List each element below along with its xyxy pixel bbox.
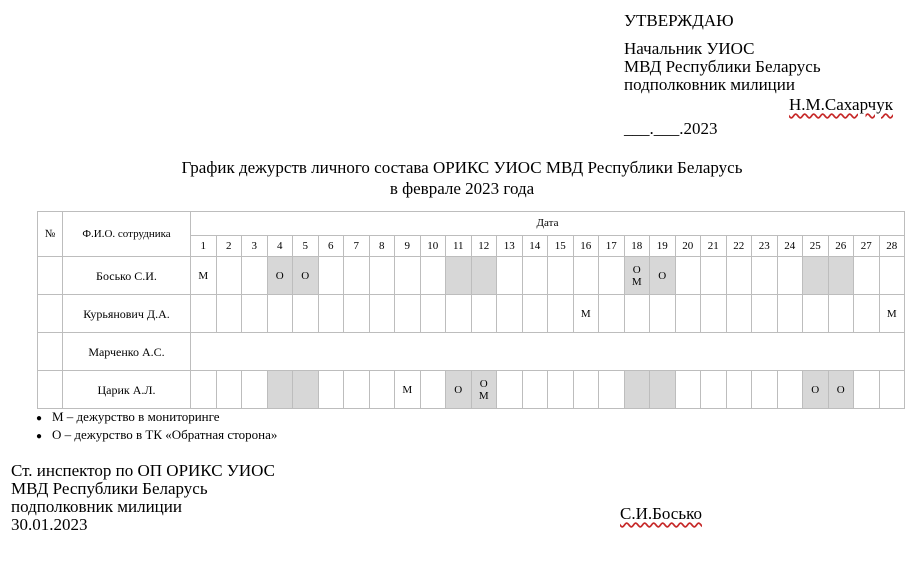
duty-cell <box>242 371 268 409</box>
bullet-icon: ● <box>36 413 43 424</box>
day-header: 14 <box>522 235 548 256</box>
footer-rank: подполковник милиции <box>11 497 182 516</box>
day-header: 9 <box>395 235 421 256</box>
duty-schedule-table <box>37 211 905 409</box>
day-header: 2 <box>216 235 242 256</box>
footer-block <box>11 462 275 534</box>
duty-cell <box>446 295 472 333</box>
duty-cell <box>216 371 242 409</box>
duty-cell <box>497 371 523 409</box>
duty-cell-merged <box>191 333 905 371</box>
day-header: 18 <box>624 235 650 256</box>
duty-cell <box>216 257 242 295</box>
row-number <box>38 295 63 333</box>
duty-cell <box>471 295 497 333</box>
duty-cell <box>726 295 752 333</box>
table-row <box>38 257 905 295</box>
duty-cell <box>242 295 268 333</box>
duty-cell <box>854 371 880 409</box>
duty-cell: М <box>573 295 599 333</box>
duty-cell <box>599 371 625 409</box>
employee-name: Курьянович Д.А. <box>63 295 191 333</box>
table-header-row <box>38 212 905 236</box>
day-header: 7 <box>344 235 370 256</box>
duty-cell <box>701 295 727 333</box>
duty-cell <box>599 295 625 333</box>
approval-rank: подполковник милиции <box>624 75 795 94</box>
duty-cell <box>573 257 599 295</box>
duty-cell <box>624 371 650 409</box>
duty-cell: О М <box>624 257 650 295</box>
approval-date-line: ___.___.2023 <box>624 119 718 138</box>
duty-cell <box>344 257 370 295</box>
day-header: 8 <box>369 235 395 256</box>
duty-cell <box>446 257 472 295</box>
duty-cell <box>879 371 905 409</box>
day-header: 28 <box>879 235 905 256</box>
duty-cell <box>548 371 574 409</box>
duty-cell <box>650 371 676 409</box>
duty-cell <box>675 371 701 409</box>
duty-cell <box>854 295 880 333</box>
duty-cell <box>395 295 421 333</box>
duty-cell <box>522 257 548 295</box>
employee-name: Царик А.Л. <box>63 371 191 409</box>
duty-cell <box>267 371 293 409</box>
day-header: 3 <box>242 235 268 256</box>
duty-cell <box>522 295 548 333</box>
duty-cell <box>497 257 523 295</box>
document-subtitle: в феврале 2023 года <box>389 179 535 198</box>
bullet-icon: ● <box>36 431 43 442</box>
row-number <box>38 257 63 295</box>
employee-name: Босько С.И. <box>63 257 191 295</box>
duty-cell: О <box>803 371 829 409</box>
duty-cell <box>599 257 625 295</box>
duty-cell <box>803 257 829 295</box>
duty-cell <box>624 295 650 333</box>
duty-cell: О <box>828 371 854 409</box>
duty-cell: О <box>650 257 676 295</box>
duty-cell: О <box>267 257 293 295</box>
duty-cell <box>701 257 727 295</box>
duty-cell <box>803 295 829 333</box>
day-header: 6 <box>318 235 344 256</box>
day-header: 16 <box>573 235 599 256</box>
duty-cell <box>726 371 752 409</box>
employee-name: Марченко А.С. <box>63 333 191 371</box>
duty-cell: М <box>395 371 421 409</box>
day-header: 23 <box>752 235 778 256</box>
footer-signer: С.И.Босько <box>620 504 702 523</box>
footer-position: Ст. инспектор по ОП ОРИКС УИОС <box>11 461 275 480</box>
table-row <box>38 295 905 333</box>
day-header: 10 <box>420 235 446 256</box>
day-header: 24 <box>777 235 803 256</box>
duty-cell <box>344 295 370 333</box>
duty-cell: О М <box>471 371 497 409</box>
header-fio: Ф.И.О. сотрудника <box>63 212 191 257</box>
duty-cell <box>471 257 497 295</box>
day-header: 5 <box>293 235 319 256</box>
duty-cell <box>854 257 880 295</box>
duty-cell <box>752 295 778 333</box>
duty-cell <box>675 257 701 295</box>
table-row <box>38 333 905 371</box>
day-header: 4 <box>267 235 293 256</box>
duty-cell <box>675 295 701 333</box>
duty-cell <box>369 257 395 295</box>
duty-cell <box>293 371 319 409</box>
duty-cell <box>395 257 421 295</box>
legend-item: ● М – дежурство в мониторинге <box>36 409 220 424</box>
duty-cell <box>344 371 370 409</box>
header-date: Дата <box>191 212 905 236</box>
duty-cell <box>216 295 242 333</box>
document-title: График дежурств личного состава ОРИКС УИОС МВД Республики Беларусь <box>181 158 743 177</box>
approval-heading: УТВЕРЖДАЮ <box>624 11 734 30</box>
day-header: 20 <box>675 235 701 256</box>
day-header: 15 <box>548 235 574 256</box>
duty-cell <box>497 295 523 333</box>
legend-item: ● О – дежурство в ТК «Обратная сторона» <box>36 427 278 442</box>
day-header: 27 <box>854 235 880 256</box>
duty-cell <box>573 371 599 409</box>
duty-cell <box>318 371 344 409</box>
day-header: 17 <box>599 235 625 256</box>
duty-cell <box>267 295 293 333</box>
duty-cell <box>777 371 803 409</box>
duty-cell <box>191 371 217 409</box>
duty-cell <box>752 257 778 295</box>
footer-organization: МВД Республики Беларусь <box>11 479 208 498</box>
footer-date: 30.01.2023 <box>11 515 88 534</box>
duty-cell <box>420 371 446 409</box>
duty-cell <box>369 371 395 409</box>
table-row <box>38 371 905 409</box>
day-header: 12 <box>471 235 497 256</box>
duty-cell: М <box>191 257 217 295</box>
day-header: 13 <box>497 235 523 256</box>
approval-block <box>624 12 821 94</box>
duty-cell <box>752 371 778 409</box>
day-header: 25 <box>803 235 829 256</box>
duty-cell <box>318 257 344 295</box>
duty-cell: О <box>446 371 472 409</box>
approval-position: Начальник УИОС <box>624 39 755 58</box>
duty-cell <box>369 295 395 333</box>
duty-cell <box>191 295 217 333</box>
header-number: № <box>38 212 63 257</box>
duty-cell <box>548 257 574 295</box>
duty-cell <box>701 371 727 409</box>
duty-cell: М <box>879 295 905 333</box>
day-header: 19 <box>650 235 676 256</box>
duty-cell <box>318 295 344 333</box>
row-number <box>38 371 63 409</box>
day-header: 1 <box>191 235 217 256</box>
duty-cell <box>828 295 854 333</box>
duty-cell <box>777 257 803 295</box>
day-header: 11 <box>446 235 472 256</box>
row-number <box>38 333 63 371</box>
duty-cell <box>879 257 905 295</box>
duty-cell <box>777 295 803 333</box>
duty-cell <box>726 257 752 295</box>
approval-organization: МВД Республики Беларусь <box>624 57 821 76</box>
approval-signer: Н.М.Сахарчук <box>789 95 893 114</box>
day-header: 22 <box>726 235 752 256</box>
duty-cell <box>242 257 268 295</box>
day-header: 21 <box>701 235 727 256</box>
duty-cell <box>828 257 854 295</box>
duty-cell <box>650 295 676 333</box>
duty-cell <box>522 371 548 409</box>
duty-cell <box>420 295 446 333</box>
duty-cell: О <box>293 257 319 295</box>
duty-cell <box>293 295 319 333</box>
duty-cell <box>548 295 574 333</box>
day-header: 26 <box>828 235 854 256</box>
duty-cell <box>420 257 446 295</box>
